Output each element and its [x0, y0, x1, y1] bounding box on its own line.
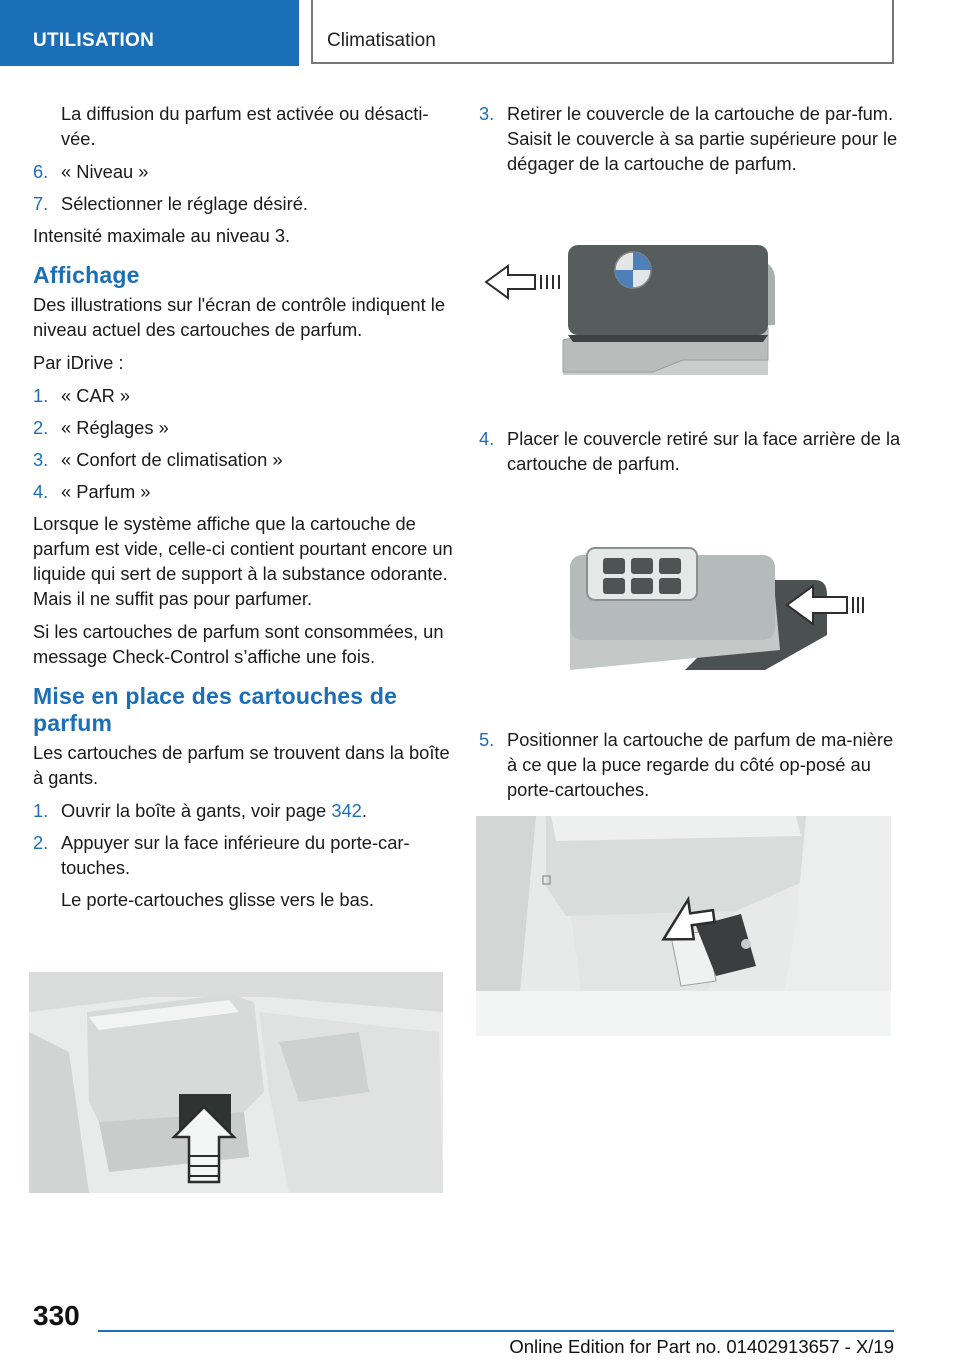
- list-item: [33, 447, 453, 472]
- list-item: [33, 798, 453, 823]
- idrive-label: Par iDrive :: [33, 352, 124, 373]
- step-text: « Réglages »: [61, 417, 169, 438]
- intensity-note: Intensité maximale au niveau 3.: [33, 225, 291, 246]
- left-column: [33, 101, 453, 920]
- empty-cartridge-paragraph: Lorsque le système affiche que la cartouche de parfum est vide, celle-ci contient pourtant encore un liquide qui sert de support à la substance odorante. Mais il ne suffit pas pour parfumer.: [33, 513, 453, 609]
- step-number: 3.: [479, 103, 495, 124]
- step-text-end: .: [361, 800, 367, 821]
- chapter-tab: [311, 0, 894, 64]
- display-paragraph: Des illustrations sur l'écran de contrôle indiquent le niveau actuel des cartouches de parfum.: [33, 294, 445, 340]
- cartridge-lid-removal-image: [483, 240, 783, 375]
- step-number: 2.: [33, 417, 49, 438]
- step-text: Appuyer sur la face inférieure du porte-car-touches.: [61, 832, 410, 878]
- list-item: [33, 383, 453, 408]
- section-tab: [0, 0, 299, 66]
- section-title: UTILISATION: [33, 30, 155, 51]
- step-text: « Niveau »: [61, 161, 149, 182]
- list-item: [33, 830, 453, 880]
- intro-text: La diffusion du parfum est activée ou désacti-vée.: [61, 103, 429, 149]
- step-text: Sélectionner le réglage désiré.: [61, 193, 308, 214]
- step-text: Placer le couvercle retiré sur la face arrière de la cartouche de parfum.: [507, 428, 901, 474]
- list-item: [479, 101, 904, 176]
- right-column: [479, 101, 904, 183]
- step-number: 5.: [479, 729, 495, 750]
- step-number: 2.: [33, 832, 49, 853]
- step-text: Positionner la cartouche de parfum de ma-nière à ce que la puce regarde du côté op-posé au porte-cartouches.: [507, 729, 894, 800]
- footer-divider: [98, 1330, 894, 1332]
- step-number: 4.: [479, 428, 495, 449]
- list-item: [479, 426, 904, 476]
- step-text: Retirer le couvercle de la cartouche de par-fum. Saisit le couvercle à sa partie supérieure pour le dégager de la cartouche de parfum.: [507, 103, 898, 174]
- step-text: « Confort de climatisation »: [61, 449, 283, 470]
- heading-install: Mise en place des cartouches de parfum: [33, 683, 398, 736]
- right-column-step5: [479, 727, 904, 809]
- cartridge-insertion-photo: [476, 816, 891, 1036]
- step-number: 1.: [33, 385, 49, 406]
- step-sub-text: Le porte-cartouches glisse vers le bas.: [61, 889, 374, 910]
- list-item: [33, 191, 453, 216]
- list-item: [33, 479, 453, 504]
- cartridge-placement-image: [565, 540, 865, 672]
- step-text: « CAR »: [61, 385, 131, 406]
- step-number: 7.: [33, 193, 49, 214]
- step-number: 3.: [33, 449, 49, 470]
- heading-display: Affichage: [33, 262, 140, 288]
- list-item: [33, 159, 453, 184]
- step-text: « Parfum »: [61, 481, 151, 502]
- list-item: [33, 415, 453, 440]
- list-item: [479, 727, 904, 802]
- step-number: 1.: [33, 800, 49, 821]
- install-paragraph: Les cartouches de parfum se trouvent dans la boîte à gants.: [33, 742, 450, 788]
- edition-text: Online Edition for Part no. 01402913657 - X/19: [509, 1336, 894, 1357]
- step-text: Ouvrir la boîte à gants, voir page: [61, 800, 332, 821]
- check-control-paragraph: Si les cartouches de parfum sont consommées, un message Check-Control s’affiche une fois.: [33, 621, 444, 667]
- right-column-step4: [479, 426, 904, 483]
- step-number: 6.: [33, 161, 49, 182]
- chapter-title: Climatisation: [327, 30, 436, 51]
- page-link[interactable]: 342: [331, 800, 362, 821]
- glovebox-photo: [29, 972, 443, 1193]
- page-number: 330: [33, 1300, 80, 1331]
- step-number: 4.: [33, 481, 49, 502]
